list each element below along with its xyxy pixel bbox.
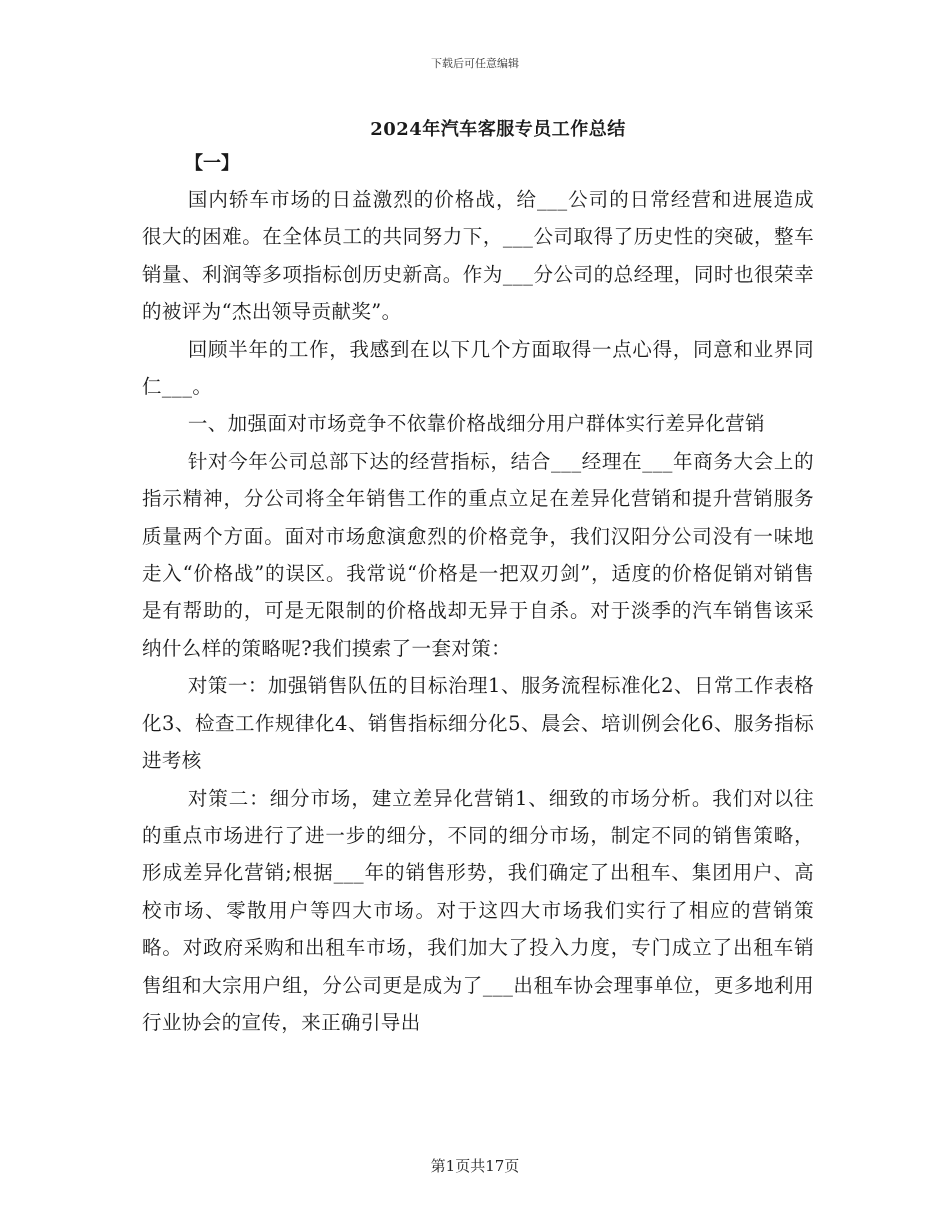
section-mark: 【一】 (185, 153, 239, 174)
paragraph: 国内轿车市场的日益激烈的价格战，给___公司的日常经营和进展造成很大的困难。在全体员工的共同努力下，___公司取得了历史性的突破，整车销量、利润等多项指标创历史新高。作为___分公司的总经理，同时也很荣幸的被评为“杰出领导贡献奖”。 (142, 188, 814, 324)
paragraph: 对策二：细分市场，建立差异化营销1、细致的市场分析。我们对以往的重点市场进行了进一步的细分，不同的细分市场，制定不同的销售策略，形成差异化营销;根据___年的销售形势，我们确定了出租车、集团用户、高校市场、零散用户等四大市场。对于这四大市场我们实行了相应的营销策略。对政府采购和出租车市场，我们加大了投入力度，专门成立了出租车销售组和大宗用户组，分公司更是成为了___出租车协会理事单位，更多地利用行业协会的宣传，来正确引导出 (142, 786, 814, 1034)
header-note: 下载后可任意编辑 (431, 57, 519, 70)
paragraph: 回顾半年的工作，我感到在以下几个方面取得一点心得，同意和业界同仁___。 (142, 337, 814, 399)
paragraph-heading: 一、加强面对市场竞争不依靠价格战细分用户群体实行差异化营销 (187, 412, 765, 436)
paragraph: 针对今年公司总部下达的经营指标，结合___经理在___年商务大会上的指示精神，分公司将全年销售工作的重点立足在差异化营销和提升营销服务质量两个方面。面对市场愈演愈烈的价格竞争，我们汉阳分公司没有一味地走入“价格战”的误区。我常说“价格是一把双刃剑”，适度的价格促销对销售是有帮助的，可是无限制的价格战却无异于自杀。对于淡季的汽车销售该采纳什么样的策略呢?我们摸索了一套对策： (142, 449, 814, 660)
document-title: 2024年汽车客服专员工作总结 (370, 119, 626, 140)
document-body (142, 181, 814, 1041)
paragraph: 对策一：加强销售队伍的目标治理1、服务流程标准化2、日常工作表格化3、检查工作规律化4、销售指标细分化5、晨会、培训例会化6、服务指标进考核 (142, 674, 814, 773)
page-number: 第1页共17页 (430, 1157, 520, 1175)
